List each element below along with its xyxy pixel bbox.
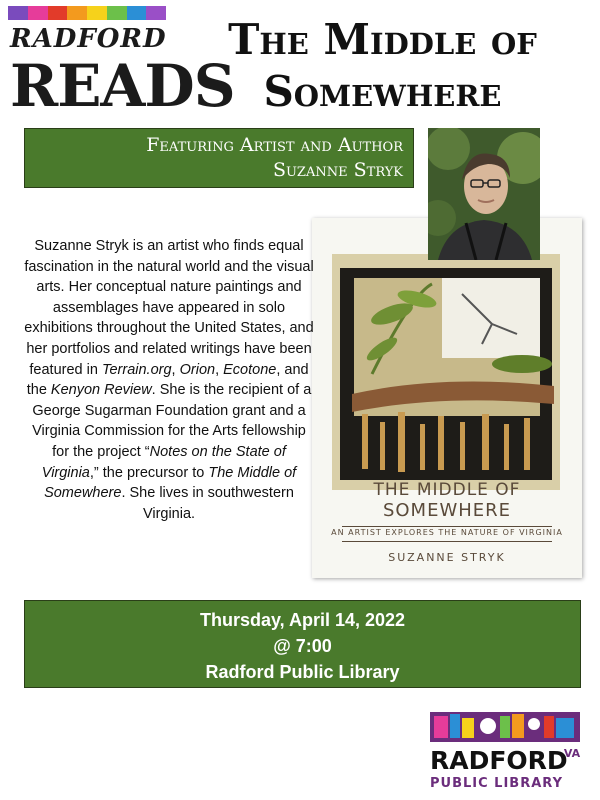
- book-title-line-1: THE MIDDLE OF: [373, 480, 521, 500]
- strip-green: [107, 6, 127, 20]
- bio-text-3: ,” the precursor to: [89, 464, 209, 481]
- radford-reads-logo: [10, 24, 235, 124]
- author-photo-image: [428, 128, 540, 260]
- strip-pink: [28, 6, 48, 20]
- bio-sep-3: , and the: [26, 361, 309, 399]
- book-rule-top: [342, 526, 552, 527]
- bio-pub-kenyon: Kenyon Review: [50, 382, 152, 399]
- strip-purple: [8, 6, 28, 20]
- radford-public-library-logo: [430, 706, 582, 796]
- logo-radford: RADFORD: [10, 24, 167, 54]
- library-logo-icons: [430, 706, 580, 746]
- color-strip: [8, 6, 166, 20]
- title-line-1: The Middle of: [228, 15, 537, 64]
- bio-book-title: The Middle of Somewhere: [44, 464, 297, 502]
- book-rule-bottom: [342, 541, 552, 542]
- featured-author-name: Suzanne Stryk: [272, 159, 403, 181]
- bio-sep-1: ,: [171, 361, 180, 378]
- strip-red: [48, 6, 68, 20]
- bio-sep-2: ,: [215, 361, 224, 378]
- event-time: @ 7:00: [273, 636, 332, 656]
- strip-yellow: [87, 6, 107, 20]
- strip-blue: [127, 6, 147, 20]
- bio-text-4: . She lives in southwestern Virginia.: [121, 485, 294, 522]
- book-author: SUZANNE STRYK: [388, 551, 506, 564]
- bio-project-title: Notes on the State of Virginia: [41, 443, 286, 481]
- bio-pub-orion: Orion: [179, 361, 216, 378]
- library-subtitle: PUBLIC LIBRARY: [430, 776, 563, 791]
- featuring-banner: [24, 128, 414, 188]
- event-title: [170, 14, 595, 118]
- event-details-banner: [24, 600, 581, 688]
- featuring-line: Featuring Artist and Author: [146, 134, 403, 156]
- event-date: Thursday, April 14, 2022: [199, 610, 406, 630]
- book-title-line-2: SOMEWHERE: [382, 500, 512, 521]
- book-cover-artwork: [332, 254, 560, 490]
- bio-text-1: Suzanne Stryk is an artist who finds equal fascination in the natural world and the visual arts. Her conceptual nature paintings and assemblages have appeared in solo exhibitions throughout the United States, and her portfolios and related writings have been featured in: [24, 238, 314, 378]
- bio-pub-ecotone: Ecotone: [223, 361, 277, 378]
- strip-orange: [67, 6, 87, 20]
- event-location: Radford Public Library: [205, 662, 400, 682]
- library-state: VA: [563, 747, 581, 760]
- strip-violet: [146, 6, 166, 20]
- bio-text-2: . She is the recipient of a George Sugarman Foundation grant and a Virginia Commission for the Arts fellowship for the project “: [32, 382, 312, 460]
- book-subtitle: AN ARTIST EXPLORES THE NATURE OF VIRGINIA: [331, 528, 563, 537]
- book-cover: [312, 218, 582, 578]
- logo-reads: READS: [10, 52, 235, 120]
- title-line-2: Somewhere: [263, 67, 502, 116]
- author-bio: [24, 236, 314, 524]
- author-photo: [428, 128, 540, 260]
- bio-pub-terrain: Terrain.org: [101, 361, 172, 378]
- library-name: RADFORD: [430, 746, 568, 775]
